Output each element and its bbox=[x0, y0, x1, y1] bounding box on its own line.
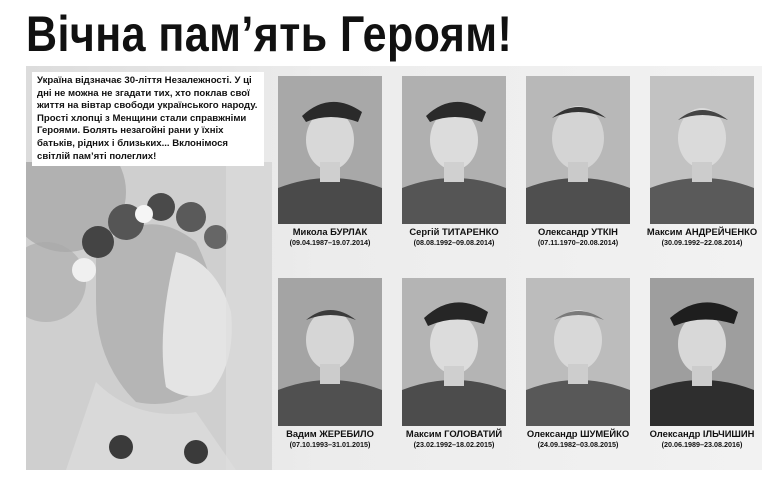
hero-card bbox=[394, 278, 514, 449]
hero-portrait bbox=[526, 278, 630, 426]
hero-name: Олександр УТКІН bbox=[538, 226, 618, 237]
hero-portrait bbox=[526, 76, 630, 224]
hero-card bbox=[642, 76, 762, 247]
hero-card bbox=[642, 278, 762, 449]
hero-card bbox=[394, 76, 514, 247]
hero-name: Олександр ІЛЬЧИШИН bbox=[649, 428, 755, 439]
soldier-portrait-icon bbox=[402, 278, 506, 426]
girl-with-wreath-photo bbox=[26, 162, 272, 470]
hero-portrait bbox=[650, 278, 754, 426]
hero-dates: (08.08.1992–09.08.2014) bbox=[413, 238, 495, 247]
intro-text: Україна відзначає 30-ліття Незалежності. У ці дні не можна не згадати тих, хто поклав свої життя на вівтар свободи українського народу. Прості хлопці з Менщини стали справжніми Героями. Болять незагойні рани у їхніх батьків, рідних і близьких... Вклонімося світлій пам’яті полеглих! bbox=[37, 75, 258, 162]
soldier-portrait-icon bbox=[278, 278, 382, 426]
hero-portrait bbox=[402, 76, 506, 224]
hero-dates: (24.09.1982–03.08.2015) bbox=[537, 440, 619, 449]
memorial-panel bbox=[26, 66, 762, 470]
hero-card bbox=[518, 76, 638, 247]
soldier-portrait-icon bbox=[650, 76, 754, 224]
hero-dates: (07.10.1993–31.01.2015) bbox=[289, 440, 371, 449]
intro-text-box bbox=[32, 72, 264, 166]
hero-card bbox=[270, 76, 390, 247]
hero-portrait bbox=[278, 278, 382, 426]
hero-dates: (09.04.1987–19.07.2014) bbox=[289, 238, 371, 247]
page-headline: Вічна пам’ять Героям! bbox=[26, 6, 513, 62]
hero-dates: (20.06.1989–23.08.2016) bbox=[661, 440, 743, 449]
soldier-portrait-icon bbox=[526, 76, 630, 224]
hero-card bbox=[518, 278, 638, 449]
soldier-portrait-icon bbox=[650, 278, 754, 426]
soldier-portrait-icon bbox=[402, 76, 506, 224]
hero-name: Сергій ТИТАРЕНКО bbox=[409, 226, 499, 237]
hero-portrait bbox=[650, 76, 754, 224]
hero-name: Вадим ЖЕРЕБИЛО bbox=[286, 428, 374, 439]
hero-dates: (23.02.1992–18.02.2015) bbox=[413, 440, 495, 449]
hero-dates: (07.11.1970–20.08.2014) bbox=[537, 238, 619, 247]
soldier-portrait-icon bbox=[278, 76, 382, 224]
hero-portrait bbox=[402, 278, 506, 426]
hero-portrait bbox=[278, 76, 382, 224]
hero-card bbox=[270, 278, 390, 449]
hero-name: Максим АНДРЕЙЧЕНКО bbox=[646, 226, 758, 237]
hero-name: Олександр ШУМЕЙКО bbox=[526, 428, 630, 439]
soldier-portrait-icon bbox=[526, 278, 630, 426]
hero-name: Максим ГОЛОВАТИЙ bbox=[405, 428, 503, 439]
hero-name: Микола БУРЛАК bbox=[292, 226, 368, 237]
hero-dates: (30.09.1992–22.08.2014) bbox=[661, 238, 743, 247]
